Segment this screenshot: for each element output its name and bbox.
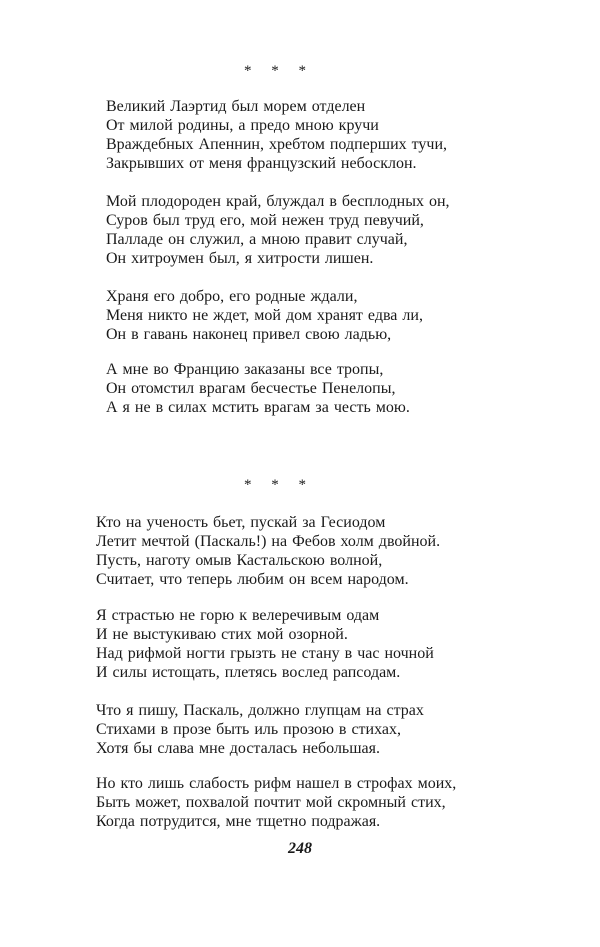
poem2-stanza-2 — [96, 606, 434, 682]
poem1-stanza-3 — [106, 287, 423, 344]
verse-line: Когда потрудится, мне тщетно подражая. — [96, 813, 381, 830]
verse-line: И силы истощать, плетясь вослед рапсодам. — [96, 664, 401, 681]
verse-line: Он в гавань наконец привел свою ладью, — [106, 326, 392, 343]
verse-line: А мне во Францию заказаны все тропы, — [106, 361, 384, 378]
verse-line: Считает, что теперь любим он всем народом. — [96, 571, 409, 588]
verse-line: Что я пишу, Паскаль, должно глупцам на страх — [96, 702, 424, 719]
verse-line: Закрывших от меня французский небосклон. — [106, 155, 417, 172]
verse-line: Он отомстил врагам бесчестье Пенелопы, — [106, 380, 396, 397]
verse-line: Кто на ученость бьет, пускай за Гесиодом — [96, 514, 386, 531]
poem2-separator: * * * — [244, 477, 314, 493]
poem1-stanza-4 — [106, 360, 410, 417]
verse-line: Он хитроумен был, я хитрости лишен. — [106, 250, 374, 267]
verse-line: Я страстью не горю к велеречивым одам — [96, 607, 380, 624]
poem1-separator: * * * — [244, 63, 314, 79]
poem1-stanza-1 — [106, 97, 447, 173]
verse-line: Палладе он служил, а мною правит случай, — [106, 231, 408, 248]
verse-line: Быть может, похвалой почтит мой скромный стих, — [96, 794, 446, 811]
page-number: 248 — [288, 840, 312, 857]
verse-line: Меня никто не ждет, мой дом хранят едва ли, — [106, 307, 423, 324]
verse-line: Летит мечтой (Паскаль!) на Фебов холм двойной. — [96, 533, 441, 550]
verse-line: А я не в силах мстить врагам за честь мою. — [106, 399, 410, 416]
verse-line: И не выстукиваю стих мой озорной. — [96, 626, 348, 643]
verse-line: Стихами в прозе быть иль прозою в стихах, — [96, 721, 401, 738]
verse-line: Хотя бы слава мне досталась небольшая. — [96, 740, 380, 757]
verse-line: Но кто лишь слабость рифм нашел в строфах моих, — [96, 775, 457, 792]
verse-line: Пусть, наготу омыв Кастальскою волной, — [96, 552, 383, 569]
verse-line: От милой родины, а предо мною кручи — [106, 117, 379, 134]
poem2-stanza-1 — [96, 513, 440, 589]
poem2-stanza-3 — [96, 701, 424, 758]
verse-line: Враждебных Апеннин, хребтом подперших тучи, — [106, 136, 448, 153]
verse-line: Мой плодороден край, блуждал в бесплодных он, — [106, 193, 450, 210]
verse-line: Над рифмой ногти грызть не стану в час ночной — [96, 645, 434, 662]
poem2-stanza-4 — [96, 774, 456, 831]
verse-line: Храня его добро, его родные ждали, — [106, 288, 358, 305]
poem1-stanza-2 — [106, 192, 450, 268]
verse-line: Суров был труд его, мой нежен труд певучий, — [106, 212, 424, 229]
verse-line: Великий Лаэртид был морем отделен — [106, 98, 366, 115]
